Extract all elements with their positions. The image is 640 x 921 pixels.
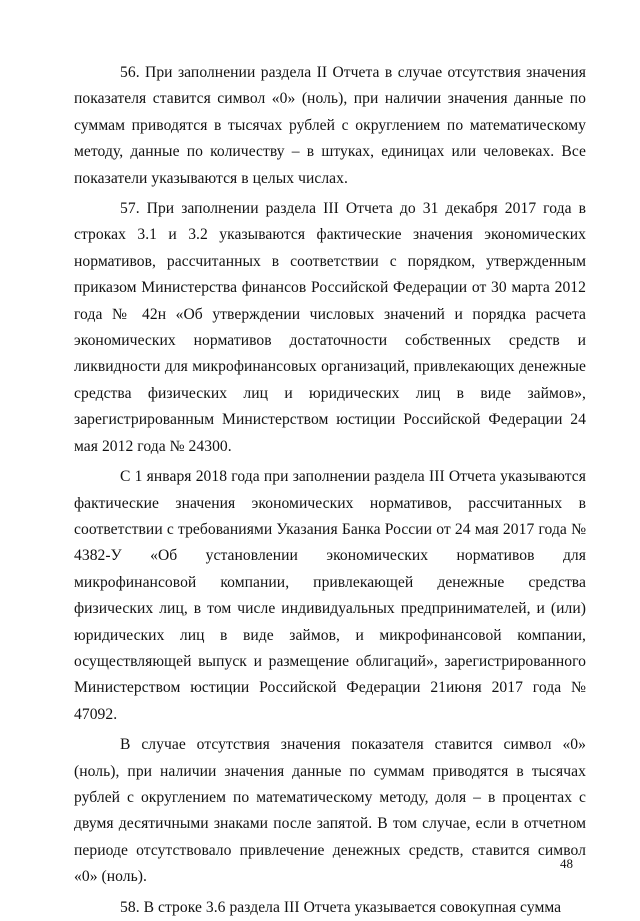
paragraph-2018-requirements: С 1 января 2018 года при заполнении раздела III Отчета указываются фактические значения экономических нормативов, рассчитанных в соответствии с требованиями Указания Банка России от 24 мая 2017 года № 4382-У «Об установлении экономических нормативов для микрофинансовой компании, привлекающей денежные средства физических лиц, в том числе индивидуальных предпринимателей, и (или) юридических лиц в виде займов, и микрофинансовой компании, осуществляющей выпуск и размещение облигаций», зарегистрированного Министерством юстиции Российской Федерации 21июня 2017 года № 47092. xyxy=(74,468,586,723)
document-page xyxy=(74,60,586,921)
paragraph-zero-value-rule: В случае отсутствия значения показателя ставится символ «0» (ноль), при наличии значения данные по суммам приводятся в тысячах рублей с округлением по математическому методу, доля – в процентах с двумя десятичными знаками после запятой. В том случае, если в отчетном периоде отсутствовало привлечение денежных средств, ставится символ «0» (ноль). xyxy=(74,736,586,886)
paragraph-58: 58. В строке 3.6 раздела III Отчета указывается совокупная сумма xyxy=(120,898,562,916)
paragraph-56: 56. При заполнении раздела II Отчета в случае отсутствия значения показателя ставится символ «0» (ноль), при наличии значения данные по суммам приводятся в тысячах рублей с округлением по математическому методу, данные по количеству – в штуках, единицах или человеках. Все показатели указываются в целых числах. xyxy=(74,64,586,187)
page-number: 48 xyxy=(560,856,573,871)
paragraph-57: 57. При заполнении раздела III Отчета до 31 декабря 2017 года в строках 3.1 и 3.2 указываются фактические значения экономических нормативов, рассчитанных в соответствии с порядком, утвержденным приказом Министерства финансов Российской Федерации от 30 марта 2012 года № 42н «Об утверждении числовых значений и порядка расчета экономических нормативов достаточности собственных средств и ликвидности для микрофинансовых организаций, привлекающих денежные средства физических лиц и юридических лиц в виде займов», зарегистрированным Министерством юстиции Российской Федерации 24 мая 2012 года № 24300. xyxy=(74,200,586,455)
